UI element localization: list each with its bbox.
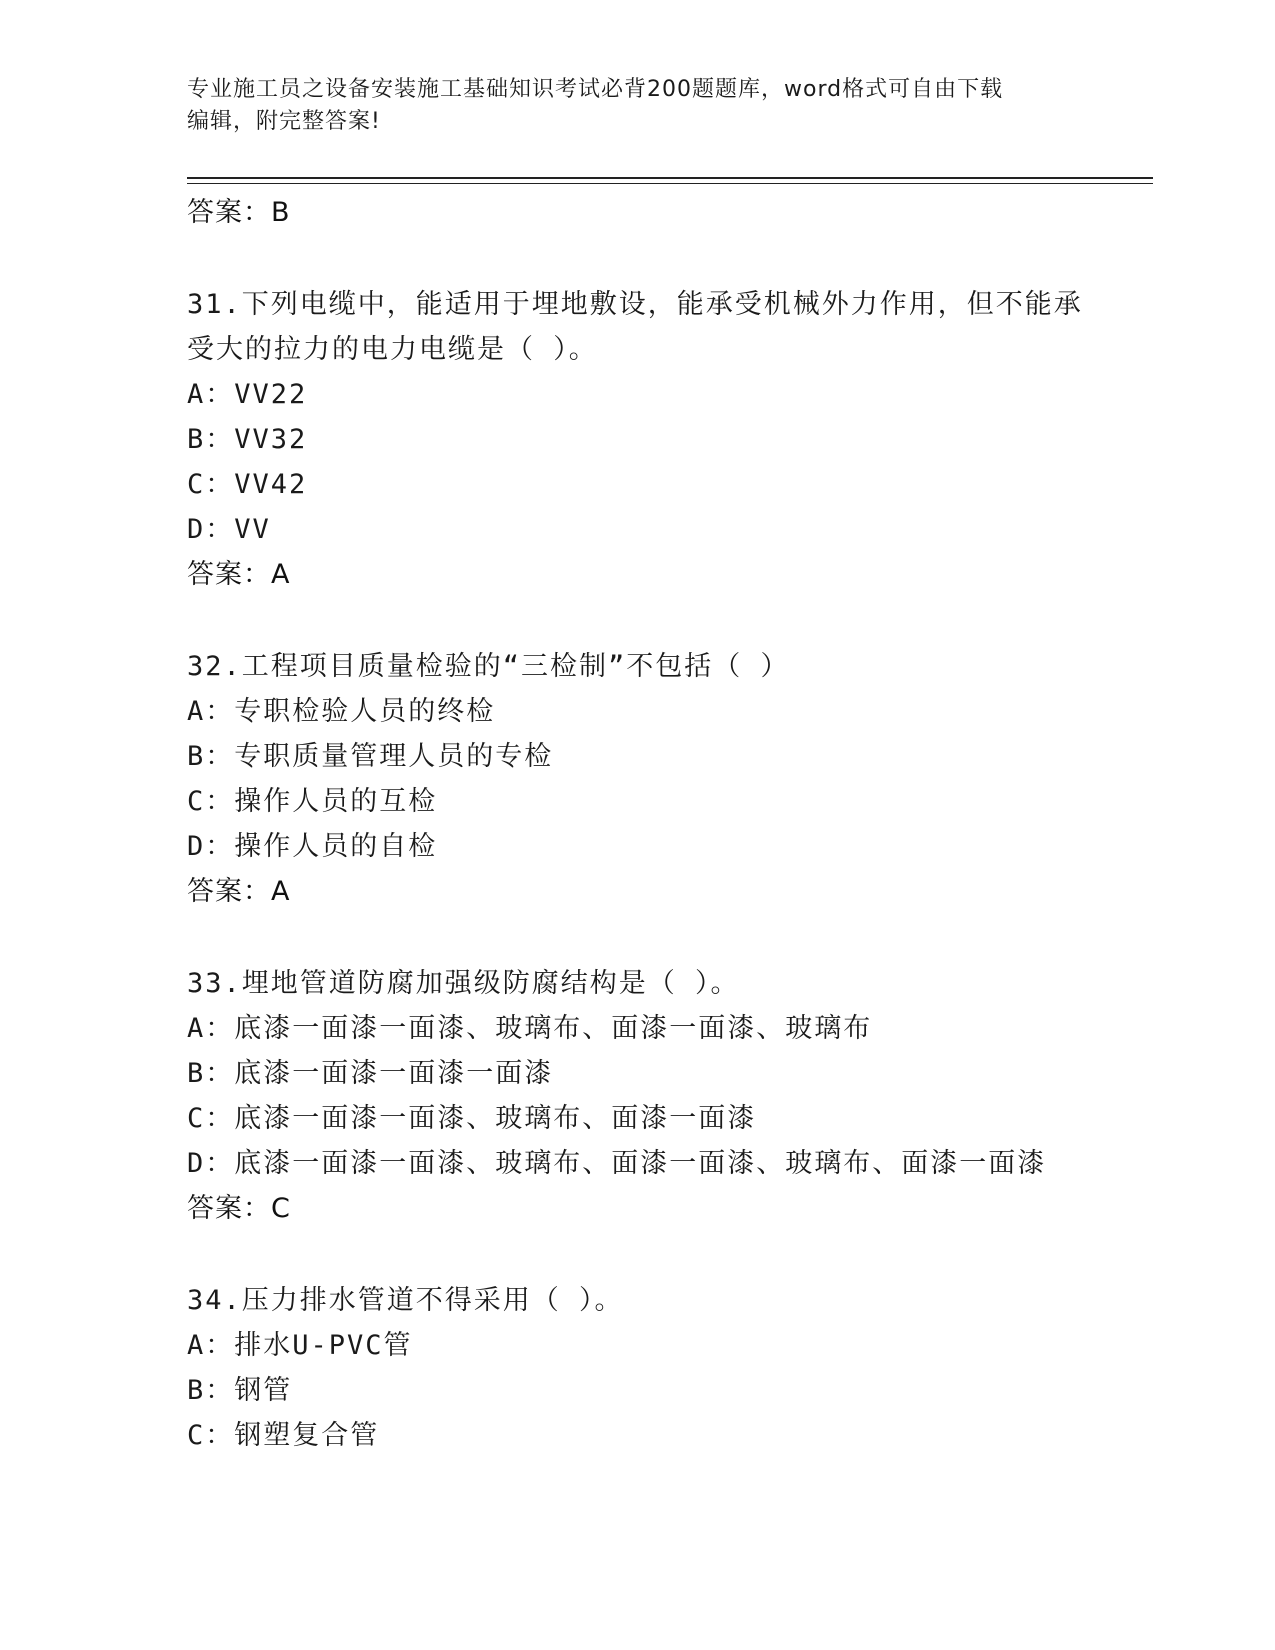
option-a: A：排水U-PVC管 xyxy=(187,1330,413,1361)
question-31 xyxy=(187,282,1153,597)
spacer xyxy=(187,1231,1153,1278)
spacer xyxy=(187,235,1153,282)
option-d: D：底漆一面漆一面漆、玻璃布、面漆一面漆、玻璃布、面漆一面漆 xyxy=(187,1148,1047,1179)
header-title-line-2: 编辑，附完整答案! xyxy=(187,109,381,134)
header-divider-thin xyxy=(187,183,1153,184)
question-stem: 32.工程项目质量检验的“三检制”不包括（ ） xyxy=(187,651,790,682)
question-stem: 受大的拉力的电力电缆是（ ）。 xyxy=(187,334,598,365)
option-a: A：VV22 xyxy=(187,379,308,410)
question-33 xyxy=(187,961,1153,1231)
answer-line: 答案：C xyxy=(187,1193,291,1224)
spacer xyxy=(187,914,1153,961)
option-b: B：底漆一面漆一面漆一面漆 xyxy=(187,1058,554,1089)
option-b: B：专职质量管理人员的专检 xyxy=(187,741,554,772)
option-c: C：VV42 xyxy=(187,469,308,500)
option-c: C：操作人员的互检 xyxy=(187,786,438,817)
option-a: A：专职检验人员的终检 xyxy=(187,696,496,727)
question-stem: 31.下列电缆中，能适用于埋地敷设，能承受机械外力作用，但不能承 xyxy=(187,289,1083,320)
spacer xyxy=(187,597,1153,644)
header-title-line-1: 专业施工员之设备安装施工基础知识考试必背200题题库，word格式可自由下载 xyxy=(187,77,1004,102)
answer-line: 答案：A xyxy=(187,559,291,590)
option-c: C：底漆一面漆一面漆、玻璃布、面漆一面漆 xyxy=(187,1103,757,1134)
option-b: B：VV32 xyxy=(187,424,308,455)
question-stem: 34.压力排水管道不得采用（ ）。 xyxy=(187,1285,624,1316)
option-b: B：钢管 xyxy=(187,1375,293,1406)
question-list xyxy=(187,190,1153,1458)
previous-answer: 答案：B xyxy=(187,197,291,228)
question-34 xyxy=(187,1278,1153,1458)
option-c: C：钢塑复合管 xyxy=(187,1420,380,1451)
answer-line: 答案：A xyxy=(187,876,291,907)
header-divider-thick xyxy=(187,177,1153,179)
option-d: D：VV xyxy=(187,514,271,545)
question-stem: 33.埋地管道防腐加强级防腐结构是（ ）。 xyxy=(187,968,740,999)
option-d: D：操作人员的自检 xyxy=(187,831,438,862)
document-header xyxy=(187,74,1067,138)
option-a: A：底漆一面漆一面漆、玻璃布、面漆一面漆、玻璃布 xyxy=(187,1013,873,1044)
question-32 xyxy=(187,644,1153,914)
